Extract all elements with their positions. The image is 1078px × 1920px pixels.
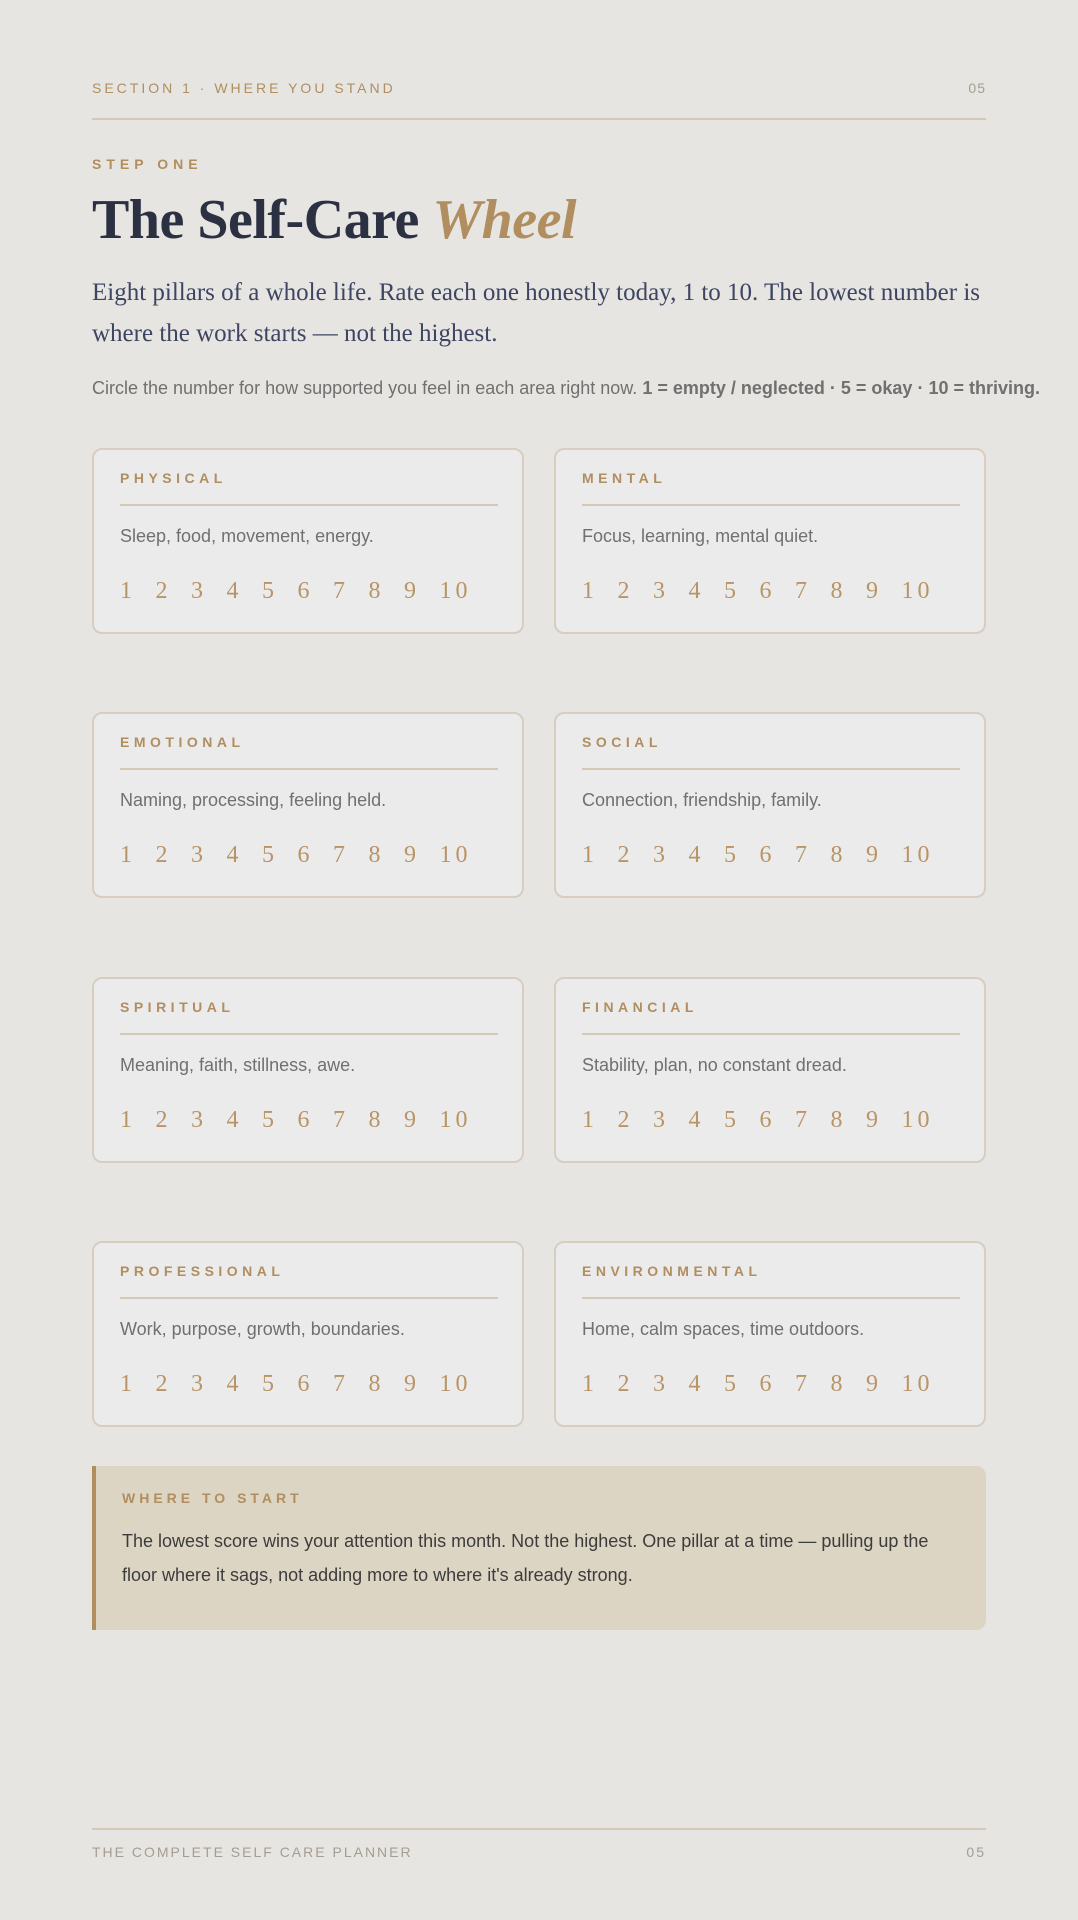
rating-option-3[interactable]: 3 xyxy=(191,1371,207,1397)
rating-option-1[interactable]: 1 xyxy=(120,842,136,868)
rating-option-8[interactable]: 8 xyxy=(830,842,847,868)
rating-option-9[interactable]: 9 xyxy=(404,1107,420,1133)
title-main: The Self-Care xyxy=(92,189,419,251)
rating-option-7[interactable]: 7 xyxy=(795,1107,811,1133)
pillar-description: Home, calm spaces, time outdoors. xyxy=(582,1319,865,1339)
rating-option-3[interactable]: 3 xyxy=(653,842,669,868)
page-header xyxy=(92,80,986,96)
rating-option-6[interactable]: 6 xyxy=(759,1107,776,1133)
rating-option-3[interactable]: 3 xyxy=(653,578,669,604)
rating-option-6[interactable]: 6 xyxy=(759,1371,776,1397)
instructions-scale: 1 = empty / neglected · 5 = okay · 10 = thriving. xyxy=(642,378,1040,398)
rating-scale xyxy=(582,578,937,605)
rating-option-4[interactable]: 4 xyxy=(688,1107,705,1133)
pillar-name: SOCIAL xyxy=(582,734,662,750)
rating-option-7[interactable]: 7 xyxy=(333,578,349,604)
pillar-divider xyxy=(120,504,498,506)
rating-option-7[interactable]: 7 xyxy=(795,1371,811,1397)
rating-option-5[interactable]: 5 xyxy=(262,578,278,604)
rating-option-1[interactable]: 1 xyxy=(582,842,598,868)
rating-option-6[interactable]: 6 xyxy=(759,578,776,604)
pillar-card-social xyxy=(554,712,986,898)
rating-option-4[interactable]: 4 xyxy=(688,1371,705,1397)
rating-option-5[interactable]: 5 xyxy=(262,842,278,868)
rating-option-10[interactable]: 10 xyxy=(439,1107,472,1133)
pillar-divider xyxy=(582,768,960,770)
rating-option-10[interactable]: 10 xyxy=(439,1371,472,1397)
planner-page xyxy=(92,0,1040,1920)
rating-option-5[interactable]: 5 xyxy=(262,1107,278,1133)
rating-option-1[interactable]: 1 xyxy=(582,578,598,604)
rating-option-7[interactable]: 7 xyxy=(333,1371,349,1397)
rating-scale xyxy=(120,1107,475,1134)
rating-option-1[interactable]: 1 xyxy=(582,1371,598,1397)
rating-option-9[interactable]: 9 xyxy=(404,842,420,868)
callout-title: WHERE TO START xyxy=(122,1490,303,1506)
rating-option-1[interactable]: 1 xyxy=(120,1107,136,1133)
rating-option-2[interactable]: 2 xyxy=(155,1107,172,1133)
step-label: STEP ONE xyxy=(92,156,203,172)
pillar-divider xyxy=(120,1297,498,1299)
pillar-card-spiritual xyxy=(92,977,524,1163)
rating-option-4[interactable]: 4 xyxy=(688,842,705,868)
rating-option-5[interactable]: 5 xyxy=(724,1107,740,1133)
rating-option-7[interactable]: 7 xyxy=(795,578,811,604)
rating-scale xyxy=(120,578,475,605)
rating-scale xyxy=(582,1107,937,1134)
instructions xyxy=(92,378,1040,399)
page-footer xyxy=(92,1844,986,1860)
rating-option-2[interactable]: 2 xyxy=(155,842,172,868)
instructions-text: Circle the number for how supported you feel in each area right now. xyxy=(92,378,638,398)
rating-option-8[interactable]: 8 xyxy=(368,1371,385,1397)
pillar-divider xyxy=(582,1297,960,1299)
rating-option-8[interactable]: 8 xyxy=(368,578,385,604)
pillar-name: EMOTIONAL xyxy=(120,734,245,750)
footer-title: THE COMPLETE SELF CARE PLANNER xyxy=(92,1844,413,1860)
rating-option-5[interactable]: 5 xyxy=(724,842,740,868)
header-divider xyxy=(92,118,986,120)
rating-option-9[interactable]: 9 xyxy=(404,578,420,604)
pillar-description: Sleep, food, movement, energy. xyxy=(120,526,374,546)
rating-option-7[interactable]: 7 xyxy=(333,842,349,868)
rating-option-10[interactable]: 10 xyxy=(901,1107,934,1133)
rating-option-2[interactable]: 2 xyxy=(155,578,172,604)
pillar-description: Meaning, faith, stillness, awe. xyxy=(120,1055,356,1075)
rating-option-2[interactable]: 2 xyxy=(617,578,634,604)
rating-option-8[interactable]: 8 xyxy=(830,1371,847,1397)
rating-option-5[interactable]: 5 xyxy=(724,578,740,604)
rating-scale xyxy=(120,1371,475,1398)
pillar-name: MENTAL xyxy=(582,470,667,486)
rating-option-1[interactable]: 1 xyxy=(582,1107,598,1133)
header-page-number: 05 xyxy=(968,80,986,96)
footer-divider xyxy=(92,1828,986,1830)
rating-option-5[interactable]: 5 xyxy=(262,1371,278,1397)
rating-option-4[interactable]: 4 xyxy=(226,1107,243,1133)
pillar-description: Naming, processing, feeling held. xyxy=(120,790,387,810)
rating-option-8[interactable]: 8 xyxy=(830,1107,847,1133)
rating-scale xyxy=(120,842,475,869)
pillar-name: FINANCIAL xyxy=(582,999,698,1015)
rating-option-8[interactable]: 8 xyxy=(830,578,847,604)
rating-option-3[interactable]: 3 xyxy=(191,1107,207,1133)
rating-option-6[interactable]: 6 xyxy=(297,578,314,604)
rating-option-1[interactable]: 1 xyxy=(120,1371,136,1397)
rating-option-6[interactable]: 6 xyxy=(759,842,776,868)
title-accent: Wheel xyxy=(432,189,577,251)
rating-option-3[interactable]: 3 xyxy=(191,578,207,604)
rating-option-2[interactable]: 2 xyxy=(617,1107,634,1133)
pillar-card-professional xyxy=(92,1241,524,1427)
rating-option-2[interactable]: 2 xyxy=(617,842,634,868)
where-to-start-callout xyxy=(92,1466,986,1630)
rating-option-4[interactable]: 4 xyxy=(226,1371,243,1397)
rating-option-9[interactable]: 9 xyxy=(866,1371,882,1397)
rating-scale xyxy=(582,842,937,869)
rating-option-10[interactable]: 10 xyxy=(439,578,472,604)
pillar-card-physical xyxy=(92,448,524,634)
pillar-name: PHYSICAL xyxy=(120,470,227,486)
rating-option-5[interactable]: 5 xyxy=(724,1371,740,1397)
rating-option-9[interactable]: 9 xyxy=(866,1107,882,1133)
rating-option-7[interactable]: 7 xyxy=(795,842,811,868)
pillar-name: PROFESSIONAL xyxy=(120,1263,285,1279)
rating-option-10[interactable]: 10 xyxy=(439,842,472,868)
pillar-name: SPIRITUAL xyxy=(120,999,235,1015)
rating-option-10[interactable]: 10 xyxy=(901,842,934,868)
pillar-divider xyxy=(120,1033,498,1035)
rating-scale xyxy=(582,1371,937,1398)
callout-text: The lowest score wins your attention this month. Not the highest. One pillar at a time — pulling up the floor where it sags, not adding more to where it's already strong. xyxy=(122,1531,929,1585)
pillar-description: Stability, plan, no constant dread. xyxy=(582,1055,847,1075)
pillar-divider xyxy=(120,768,498,770)
section-label: SECTION 1 · WHERE YOU STAND xyxy=(92,80,396,96)
rating-option-4[interactable]: 4 xyxy=(688,578,705,604)
pillar-divider xyxy=(582,1033,960,1035)
rating-option-10[interactable]: 10 xyxy=(901,1371,934,1397)
pillar-divider xyxy=(582,504,960,506)
rating-option-9[interactable]: 9 xyxy=(404,1371,420,1397)
rating-option-6[interactable]: 6 xyxy=(297,1107,314,1133)
page-title xyxy=(92,188,576,252)
rating-option-3[interactable]: 3 xyxy=(191,842,207,868)
rating-option-2[interactable]: 2 xyxy=(155,1371,172,1397)
rating-option-6[interactable]: 6 xyxy=(297,1371,314,1397)
pillar-card-emotional xyxy=(92,712,524,898)
rating-option-4[interactable]: 4 xyxy=(226,842,243,868)
rating-option-2[interactable]: 2 xyxy=(617,1371,634,1397)
rating-option-4[interactable]: 4 xyxy=(226,578,243,604)
pillar-name: ENVIRONMENTAL xyxy=(582,1263,762,1279)
rating-option-10[interactable]: 10 xyxy=(901,578,934,604)
pillar-card-mental xyxy=(554,448,986,634)
rating-option-8[interactable]: 8 xyxy=(368,842,385,868)
rating-option-7[interactable]: 7 xyxy=(333,1107,349,1133)
pillar-description: Connection, friendship, family. xyxy=(582,790,822,810)
footer-page-number: 05 xyxy=(966,1844,986,1860)
pillar-description: Work, purpose, growth, boundaries. xyxy=(120,1319,405,1339)
pillar-card-financial xyxy=(554,977,986,1163)
pillar-card-environmental xyxy=(554,1241,986,1427)
rating-option-1[interactable]: 1 xyxy=(120,578,136,604)
rating-option-3[interactable]: 3 xyxy=(653,1371,669,1397)
rating-option-3[interactable]: 3 xyxy=(653,1107,669,1133)
lead-paragraph: Eight pillars of a whole life. Rate each one honestly today, 1 to 10. The lowest number is where the work starts — not the highest. xyxy=(92,279,980,347)
rating-option-8[interactable]: 8 xyxy=(368,1107,385,1133)
rating-option-6[interactable]: 6 xyxy=(297,842,314,868)
rating-option-9[interactable]: 9 xyxy=(866,578,882,604)
rating-option-9[interactable]: 9 xyxy=(866,842,882,868)
pillar-description: Focus, learning, mental quiet. xyxy=(582,526,819,546)
